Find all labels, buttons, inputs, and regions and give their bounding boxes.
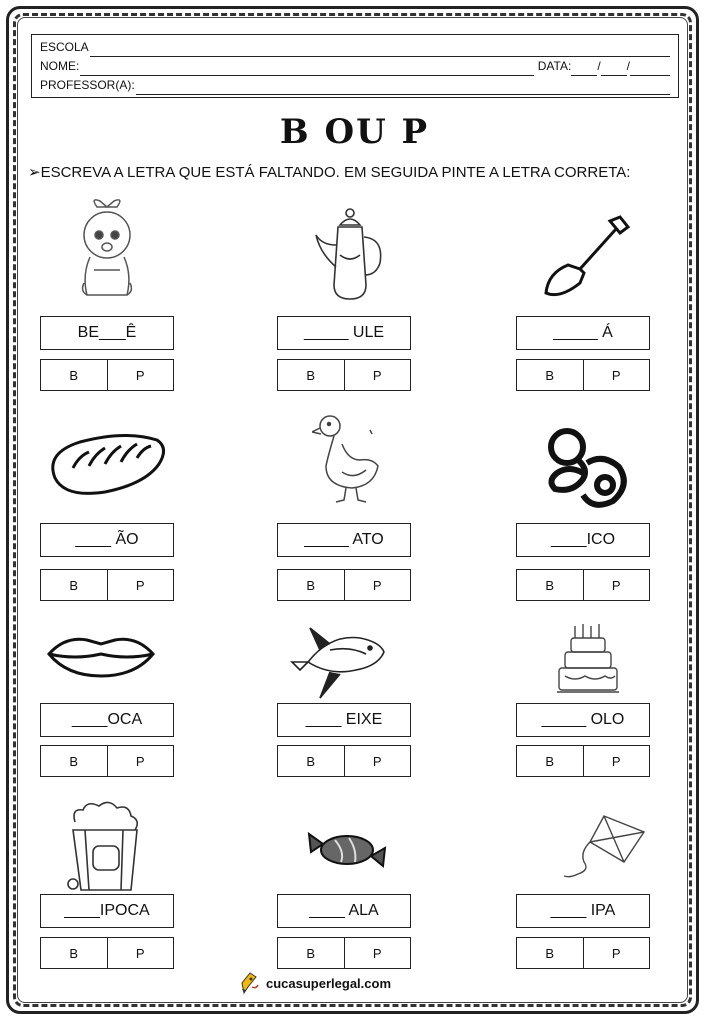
baby-icon: [72, 195, 142, 305]
word-box[interactable]: _____ ULE: [277, 316, 411, 350]
word-box[interactable]: BE___Ê: [40, 316, 174, 350]
page-title: B OU P: [279, 112, 430, 152]
professor-field[interactable]: [136, 81, 670, 95]
lips-icon: [45, 632, 157, 680]
kite-icon: [560, 812, 648, 880]
word-box[interactable]: ____ ALA: [277, 894, 411, 928]
date-group[interactable]: DATA: / /: [538, 57, 670, 76]
option-p-cell[interactable]: P: [107, 360, 174, 390]
option-p-cell[interactable]: P: [344, 746, 411, 776]
option-b-cell[interactable]: B: [69, 945, 79, 961]
cake-icon: [555, 622, 621, 700]
fish-icon: [290, 622, 386, 700]
word-box[interactable]: _____ ATO: [277, 523, 411, 557]
option-p-cell[interactable]: P: [583, 360, 650, 390]
escola-line[interactable]: [40, 38, 670, 57]
word-box[interactable]: ____IPOCA: [40, 894, 174, 928]
word-box[interactable]: _____ OLO: [516, 703, 650, 737]
bread-icon: [45, 428, 170, 500]
nome-field[interactable]: [80, 62, 533, 76]
letter-options: [516, 569, 650, 601]
option-b-cell[interactable]: B: [69, 577, 79, 593]
option-p-cell[interactable]: P: [107, 570, 174, 600]
letter-options: [277, 569, 411, 601]
letter-options: [516, 745, 650, 777]
word-box[interactable]: ____ICO: [516, 523, 650, 557]
word-box[interactable]: _____ Á: [516, 316, 650, 350]
date-day-field[interactable]: [571, 62, 597, 76]
option-b-cell[interactable]: B: [306, 753, 316, 769]
option-p-cell[interactable]: P: [583, 746, 650, 776]
option-p-cell[interactable]: P: [344, 360, 411, 390]
nome-line[interactable]: [40, 57, 670, 76]
option-b-cell[interactable]: B: [306, 945, 316, 961]
professor-label: PROFESSOR(A):: [40, 78, 135, 92]
option-b-cell[interactable]: B: [306, 367, 316, 383]
letter-options: [40, 937, 174, 969]
footer-site[interactable]: cucasuperlegal.com: [266, 975, 391, 991]
option-p-cell[interactable]: P: [583, 570, 650, 600]
option-p-cell[interactable]: P: [107, 746, 174, 776]
escola-field[interactable]: [90, 43, 670, 57]
date-year-field[interactable]: [630, 62, 670, 76]
option-p-cell[interactable]: P: [107, 938, 174, 968]
candy-icon: [305, 826, 390, 872]
nome-label: NOME:: [40, 59, 80, 73]
option-p-cell[interactable]: P: [583, 938, 650, 968]
letter-options: [277, 359, 411, 391]
option-b-cell[interactable]: B: [545, 753, 555, 769]
option-b-cell[interactable]: B: [545, 577, 555, 593]
escola-label: ESCOLA: [40, 40, 89, 54]
letter-options: [40, 745, 174, 777]
word-box[interactable]: ____ ÃO: [40, 523, 174, 557]
duck-icon: [312, 410, 382, 505]
option-b-cell[interactable]: B: [545, 367, 555, 383]
option-b-cell[interactable]: B: [69, 367, 79, 383]
letter-options: [40, 569, 174, 601]
pencil-mascot-icon: [238, 971, 260, 995]
option-b-cell[interactable]: B: [306, 577, 316, 593]
popcorn-icon: [65, 800, 145, 895]
professor-line[interactable]: [40, 76, 670, 95]
letter-options: [277, 937, 411, 969]
option-p-cell[interactable]: P: [344, 570, 411, 600]
letter-options: [277, 745, 411, 777]
word-box[interactable]: ____ IPA: [516, 894, 650, 928]
letter-options: [516, 937, 650, 969]
footer: [238, 971, 391, 995]
instruction-text: ➢ESCREVA A LETRA QUE ESTÁ FALTANDO. EM SEGUIDA PINTE A LETRA CORRETA:: [28, 164, 631, 181]
pacifier-icon: [543, 423, 635, 515]
word-box[interactable]: ____OCA: [40, 703, 174, 737]
option-b-cell[interactable]: B: [69, 753, 79, 769]
data-label: DATA:: [537, 59, 572, 73]
date-month-field[interactable]: [601, 62, 627, 76]
shovel-icon: [540, 213, 632, 303]
option-p-cell[interactable]: P: [344, 938, 411, 968]
option-b-cell[interactable]: B: [545, 945, 555, 961]
word-box[interactable]: ____ EIXE: [277, 703, 411, 737]
teapot-icon: [310, 205, 390, 305]
student-info-box: [31, 34, 679, 98]
letter-options: [40, 359, 174, 391]
letter-options: [516, 359, 650, 391]
